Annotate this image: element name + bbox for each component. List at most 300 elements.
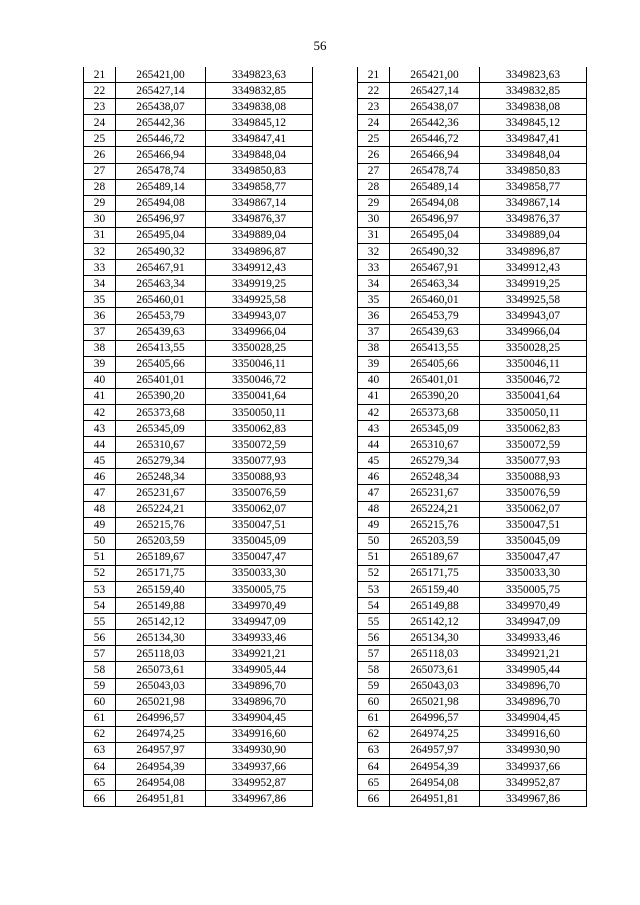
point-number-cell: 25: [358, 131, 390, 147]
table-row: [358, 533, 587, 549]
y-coordinate-cell: 3349896,70: [206, 678, 313, 694]
point-number-cell: 28: [358, 179, 390, 195]
table-row: [84, 292, 313, 308]
table-row: [358, 404, 587, 420]
x-coordinate-cell: 265495,04: [116, 227, 206, 243]
point-number-cell: 57: [358, 646, 390, 662]
x-coordinate-cell: 265171,75: [116, 565, 206, 581]
point-number-cell: 54: [84, 598, 116, 614]
y-coordinate-cell: 3349876,37: [480, 211, 587, 227]
x-coordinate-cell: 265159,40: [390, 582, 480, 598]
table-row: [358, 147, 587, 163]
point-number-cell: 21: [358, 67, 390, 83]
x-coordinate-cell: 265279,34: [390, 453, 480, 469]
table-row: [84, 791, 313, 807]
point-number-cell: 54: [358, 598, 390, 614]
y-coordinate-cell: 3350028,25: [480, 340, 587, 356]
y-coordinate-cell: 3349904,45: [206, 710, 313, 726]
x-coordinate-cell: 265224,21: [116, 501, 206, 517]
table-row: [84, 549, 313, 565]
point-number-cell: 39: [84, 356, 116, 372]
table-row: [84, 195, 313, 211]
table-row: [84, 276, 313, 292]
x-coordinate-cell: 265279,34: [116, 453, 206, 469]
y-coordinate-cell: 3350046,11: [480, 356, 587, 372]
table-row: [84, 710, 313, 726]
table-row: [84, 630, 313, 646]
y-coordinate-cell: 3349905,44: [480, 662, 587, 678]
table-row: [84, 404, 313, 420]
point-number-cell: 61: [358, 710, 390, 726]
x-coordinate-cell: 265203,59: [116, 533, 206, 549]
y-coordinate-cell: 3349896,87: [206, 244, 313, 260]
y-coordinate-cell: 3349838,08: [206, 99, 313, 115]
table-row: [358, 517, 587, 533]
y-coordinate-cell: 3350072,59: [480, 437, 587, 453]
x-coordinate-cell: 265489,14: [390, 179, 480, 195]
x-coordinate-cell: 265118,03: [116, 646, 206, 662]
table-row: [84, 211, 313, 227]
x-coordinate-cell: 265021,98: [116, 694, 206, 710]
point-number-cell: 22: [84, 83, 116, 99]
table-row: [358, 469, 587, 485]
point-number-cell: 44: [84, 437, 116, 453]
x-coordinate-cell: 265231,67: [390, 485, 480, 501]
point-number-cell: 30: [84, 211, 116, 227]
point-number-cell: 55: [84, 614, 116, 630]
point-number-cell: 32: [84, 244, 116, 260]
table-row: [84, 147, 313, 163]
point-number-cell: 33: [84, 260, 116, 276]
table-row: [84, 308, 313, 324]
x-coordinate-cell: 265413,55: [116, 340, 206, 356]
point-number-cell: 27: [358, 163, 390, 179]
table-row: [358, 791, 587, 807]
table-row: [84, 694, 313, 710]
point-number-cell: 29: [84, 195, 116, 211]
x-coordinate-cell: 265310,67: [390, 437, 480, 453]
table-row: [84, 99, 313, 115]
table-row: [84, 437, 313, 453]
table-row: [84, 614, 313, 630]
y-coordinate-cell: 3349858,77: [206, 179, 313, 195]
table-row: [84, 115, 313, 131]
x-coordinate-cell: 265073,61: [390, 662, 480, 678]
point-number-cell: 42: [358, 404, 390, 420]
table-row: [358, 437, 587, 453]
x-coordinate-cell: 264996,57: [116, 710, 206, 726]
point-number-cell: 48: [84, 501, 116, 517]
point-number-cell: 64: [358, 759, 390, 775]
point-number-cell: 51: [84, 549, 116, 565]
table-row: [358, 356, 587, 372]
table-row: [358, 340, 587, 356]
point-number-cell: 58: [84, 662, 116, 678]
x-coordinate-cell: 265495,04: [390, 227, 480, 243]
y-coordinate-cell: 3349845,12: [480, 115, 587, 131]
y-coordinate-cell: 3350046,72: [206, 372, 313, 388]
x-coordinate-cell: 265496,97: [116, 211, 206, 227]
table-row: [84, 67, 313, 83]
y-coordinate-cell: 3349876,37: [206, 211, 313, 227]
x-coordinate-cell: 264951,81: [116, 791, 206, 807]
table-row: [358, 83, 587, 99]
table-row: [84, 678, 313, 694]
table-row: [358, 549, 587, 565]
y-coordinate-cell: 3349916,60: [480, 726, 587, 742]
point-number-cell: 41: [358, 388, 390, 404]
x-coordinate-cell: 265142,12: [390, 614, 480, 630]
table-row: [358, 308, 587, 324]
point-number-cell: 50: [84, 533, 116, 549]
point-number-cell: 44: [358, 437, 390, 453]
point-number-cell: 48: [358, 501, 390, 517]
y-coordinate-cell: 3350088,93: [480, 469, 587, 485]
table-row: [358, 67, 587, 83]
table-row: [358, 453, 587, 469]
y-coordinate-cell: 3350047,51: [480, 517, 587, 533]
y-coordinate-cell: 3350076,59: [480, 485, 587, 501]
x-coordinate-cell: 265189,67: [390, 549, 480, 565]
x-coordinate-cell: 265453,79: [390, 308, 480, 324]
table-row: [358, 630, 587, 646]
point-number-cell: 31: [84, 227, 116, 243]
y-coordinate-cell: 3349847,41: [480, 131, 587, 147]
point-number-cell: 53: [358, 582, 390, 598]
x-coordinate-cell: 265467,91: [390, 260, 480, 276]
point-number-cell: 23: [84, 99, 116, 115]
x-coordinate-cell: 265478,74: [116, 163, 206, 179]
x-coordinate-cell: 264996,57: [390, 710, 480, 726]
point-number-cell: 28: [84, 179, 116, 195]
x-coordinate-cell: 265466,94: [116, 147, 206, 163]
y-coordinate-cell: 3349921,21: [480, 646, 587, 662]
y-coordinate-cell: 3349912,43: [480, 260, 587, 276]
y-coordinate-cell: 3349916,60: [206, 726, 313, 742]
table-row: [84, 533, 313, 549]
point-number-cell: 26: [358, 147, 390, 163]
table-row: [358, 99, 587, 115]
page-number: 56: [313, 38, 327, 53]
x-coordinate-cell: 265345,09: [390, 421, 480, 437]
table-row: [358, 565, 587, 581]
x-coordinate-cell: 265310,67: [116, 437, 206, 453]
x-coordinate-cell: 265231,67: [116, 485, 206, 501]
y-coordinate-cell: 3349896,87: [480, 244, 587, 260]
coordinates-table-left: [83, 67, 313, 807]
y-coordinate-cell: 3349850,83: [480, 163, 587, 179]
point-number-cell: 30: [358, 211, 390, 227]
x-coordinate-cell: 265248,34: [390, 469, 480, 485]
point-number-cell: 46: [358, 469, 390, 485]
point-number-cell: 42: [84, 404, 116, 420]
y-coordinate-cell: 3349858,77: [480, 179, 587, 195]
table-row: [358, 324, 587, 340]
y-coordinate-cell: 3349930,90: [480, 742, 587, 758]
table-row: [84, 388, 313, 404]
y-coordinate-cell: 3349966,04: [480, 324, 587, 340]
point-number-cell: 40: [84, 372, 116, 388]
point-number-cell: 24: [358, 115, 390, 131]
y-coordinate-cell: 3350041,64: [480, 388, 587, 404]
point-number-cell: 38: [84, 340, 116, 356]
point-number-cell: 64: [84, 759, 116, 775]
table-row: [84, 83, 313, 99]
point-number-cell: 33: [358, 260, 390, 276]
y-coordinate-cell: 3350047,51: [206, 517, 313, 533]
y-coordinate-cell: 3349838,08: [480, 99, 587, 115]
y-coordinate-cell: 3349967,86: [480, 791, 587, 807]
y-coordinate-cell: 3350076,59: [206, 485, 313, 501]
y-coordinate-cell: 3349933,46: [206, 630, 313, 646]
x-coordinate-cell: 265215,76: [116, 517, 206, 533]
point-number-cell: 23: [358, 99, 390, 115]
point-number-cell: 58: [358, 662, 390, 678]
table-row: [84, 775, 313, 791]
y-coordinate-cell: 3349925,58: [206, 292, 313, 308]
y-coordinate-cell: 3350077,93: [206, 453, 313, 469]
point-number-cell: 21: [84, 67, 116, 83]
y-coordinate-cell: 3350045,09: [206, 533, 313, 549]
point-number-cell: 65: [358, 775, 390, 791]
x-coordinate-cell: 265224,21: [390, 501, 480, 517]
point-number-cell: 51: [358, 549, 390, 565]
table-row: [84, 582, 313, 598]
y-coordinate-cell: 3349823,63: [480, 67, 587, 83]
x-coordinate-cell: 265460,01: [116, 292, 206, 308]
table-row: [84, 340, 313, 356]
table-row: [358, 759, 587, 775]
y-coordinate-cell: 3349970,49: [480, 598, 587, 614]
y-coordinate-cell: 3349970,49: [206, 598, 313, 614]
point-number-cell: 36: [358, 308, 390, 324]
y-coordinate-cell: 3349896,70: [480, 694, 587, 710]
table-row: [358, 694, 587, 710]
point-number-cell: 29: [358, 195, 390, 211]
table-row: [84, 726, 313, 742]
y-coordinate-cell: 3349930,90: [206, 742, 313, 758]
point-number-cell: 63: [84, 742, 116, 758]
point-number-cell: 26: [84, 147, 116, 163]
table-row: [84, 421, 313, 437]
x-coordinate-cell: 265171,75: [390, 565, 480, 581]
point-number-cell: 25: [84, 131, 116, 147]
x-coordinate-cell: 265446,72: [116, 131, 206, 147]
y-coordinate-cell: 3350072,59: [206, 437, 313, 453]
y-coordinate-cell: 3349904,45: [480, 710, 587, 726]
table-row: [84, 227, 313, 243]
table-row: [358, 372, 587, 388]
y-coordinate-cell: 3349921,21: [206, 646, 313, 662]
point-number-cell: 62: [84, 726, 116, 742]
x-coordinate-cell: 265390,20: [116, 388, 206, 404]
table-row: [84, 324, 313, 340]
table-row: [358, 179, 587, 195]
point-number-cell: 62: [358, 726, 390, 742]
y-coordinate-cell: 3349933,46: [480, 630, 587, 646]
x-coordinate-cell: 265490,32: [116, 244, 206, 260]
table-row: [84, 260, 313, 276]
x-coordinate-cell: 265494,08: [116, 195, 206, 211]
x-coordinate-cell: 265401,01: [390, 372, 480, 388]
point-number-cell: 43: [84, 421, 116, 437]
point-number-cell: 41: [84, 388, 116, 404]
point-number-cell: 60: [84, 694, 116, 710]
y-coordinate-cell: 3350077,93: [480, 453, 587, 469]
y-coordinate-cell: 3349947,09: [480, 614, 587, 630]
y-coordinate-cell: 3350041,64: [206, 388, 313, 404]
y-coordinate-cell: 3350033,30: [480, 565, 587, 581]
y-coordinate-cell: 3350045,09: [480, 533, 587, 549]
table-row: [84, 163, 313, 179]
point-number-cell: 61: [84, 710, 116, 726]
x-coordinate-cell: 265463,34: [390, 276, 480, 292]
point-number-cell: 65: [84, 775, 116, 791]
point-number-cell: 56: [358, 630, 390, 646]
x-coordinate-cell: 265345,09: [116, 421, 206, 437]
x-coordinate-cell: 265467,91: [116, 260, 206, 276]
table-row: [358, 614, 587, 630]
y-coordinate-cell: 3349845,12: [206, 115, 313, 131]
table-row: [358, 227, 587, 243]
table-row: [84, 759, 313, 775]
x-coordinate-cell: 265373,68: [390, 404, 480, 420]
table-row: [84, 179, 313, 195]
table-row: [84, 565, 313, 581]
point-number-cell: 31: [358, 227, 390, 243]
x-coordinate-cell: 265159,40: [116, 582, 206, 598]
point-number-cell: 59: [358, 678, 390, 694]
x-coordinate-cell: 265466,94: [390, 147, 480, 163]
y-coordinate-cell: 3349889,04: [480, 227, 587, 243]
x-coordinate-cell: 264954,08: [116, 775, 206, 791]
point-number-cell: 24: [84, 115, 116, 131]
point-number-cell: 66: [84, 791, 116, 807]
x-coordinate-cell: 264974,25: [116, 726, 206, 742]
table-row: [358, 131, 587, 147]
table-row: [84, 453, 313, 469]
x-coordinate-cell: 265373,68: [116, 404, 206, 420]
y-coordinate-cell: 3349848,04: [480, 147, 587, 163]
y-coordinate-cell: 3349966,04: [206, 324, 313, 340]
point-number-cell: 34: [358, 276, 390, 292]
point-number-cell: 55: [358, 614, 390, 630]
y-coordinate-cell: 3350062,83: [480, 421, 587, 437]
x-coordinate-cell: 265248,34: [116, 469, 206, 485]
table-row: [84, 742, 313, 758]
x-coordinate-cell: 265421,00: [116, 67, 206, 83]
y-coordinate-cell: 3349832,85: [480, 83, 587, 99]
x-coordinate-cell: 264954,08: [390, 775, 480, 791]
x-coordinate-cell: 265134,30: [116, 630, 206, 646]
point-number-cell: 35: [358, 292, 390, 308]
x-coordinate-cell: 264974,25: [390, 726, 480, 742]
table-row: [358, 421, 587, 437]
y-coordinate-cell: 3349947,09: [206, 614, 313, 630]
x-coordinate-cell: 265421,00: [390, 67, 480, 83]
x-coordinate-cell: 265438,07: [116, 99, 206, 115]
y-coordinate-cell: 3350005,75: [206, 582, 313, 598]
point-number-cell: 57: [84, 646, 116, 662]
y-coordinate-cell: 3350062,07: [206, 501, 313, 517]
table-row: [84, 131, 313, 147]
table-row: [358, 775, 587, 791]
point-number-cell: 45: [358, 453, 390, 469]
y-coordinate-cell: 3349905,44: [206, 662, 313, 678]
point-number-cell: 52: [84, 565, 116, 581]
y-coordinate-cell: 3350046,72: [480, 372, 587, 388]
x-coordinate-cell: 265460,01: [390, 292, 480, 308]
x-coordinate-cell: 265490,32: [390, 244, 480, 260]
x-coordinate-cell: 265203,59: [390, 533, 480, 549]
table-row: [84, 501, 313, 517]
x-coordinate-cell: 265439,63: [116, 324, 206, 340]
x-coordinate-cell: 264954,39: [390, 759, 480, 775]
x-coordinate-cell: 265142,12: [116, 614, 206, 630]
point-number-cell: 49: [358, 517, 390, 533]
point-number-cell: 52: [358, 565, 390, 581]
point-number-cell: 47: [84, 485, 116, 501]
y-coordinate-cell: 3349867,14: [480, 195, 587, 211]
x-coordinate-cell: 265489,14: [116, 179, 206, 195]
point-number-cell: 27: [84, 163, 116, 179]
x-coordinate-cell: 265463,34: [116, 276, 206, 292]
x-coordinate-cell: 265021,98: [390, 694, 480, 710]
point-number-cell: 53: [84, 582, 116, 598]
table-row: [84, 517, 313, 533]
y-coordinate-cell: 3350033,30: [206, 565, 313, 581]
table-row: [84, 485, 313, 501]
table-row: [84, 662, 313, 678]
table-row: [358, 260, 587, 276]
point-number-cell: 34: [84, 276, 116, 292]
point-number-cell: 47: [358, 485, 390, 501]
table-row: [358, 726, 587, 742]
table-row: [358, 195, 587, 211]
y-coordinate-cell: 3349912,43: [206, 260, 313, 276]
y-coordinate-cell: 3349925,58: [480, 292, 587, 308]
x-coordinate-cell: 265453,79: [116, 308, 206, 324]
x-coordinate-cell: 265401,01: [116, 372, 206, 388]
table-row: [358, 582, 587, 598]
x-coordinate-cell: 265215,76: [390, 517, 480, 533]
y-coordinate-cell: 3349952,87: [480, 775, 587, 791]
x-coordinate-cell: 265446,72: [390, 131, 480, 147]
table-row: [358, 388, 587, 404]
y-coordinate-cell: 3349937,66: [206, 759, 313, 775]
point-number-cell: 43: [358, 421, 390, 437]
y-coordinate-cell: 3350088,93: [206, 469, 313, 485]
table-row: [358, 276, 587, 292]
y-coordinate-cell: 3350062,83: [206, 421, 313, 437]
x-coordinate-cell: 265390,20: [390, 388, 480, 404]
x-coordinate-cell: 265442,36: [116, 115, 206, 131]
y-coordinate-cell: 3350047,47: [480, 549, 587, 565]
point-number-cell: 37: [358, 324, 390, 340]
table-row: [84, 356, 313, 372]
y-coordinate-cell: 3350050,11: [480, 404, 587, 420]
y-coordinate-cell: 3349847,41: [206, 131, 313, 147]
x-coordinate-cell: 265043,03: [390, 678, 480, 694]
table-row: [358, 710, 587, 726]
table-row: [358, 211, 587, 227]
x-coordinate-cell: 265149,88: [116, 598, 206, 614]
y-coordinate-cell: 3349943,07: [480, 308, 587, 324]
point-number-cell: 56: [84, 630, 116, 646]
point-number-cell: 32: [358, 244, 390, 260]
y-coordinate-cell: 3349848,04: [206, 147, 313, 163]
point-number-cell: 60: [358, 694, 390, 710]
